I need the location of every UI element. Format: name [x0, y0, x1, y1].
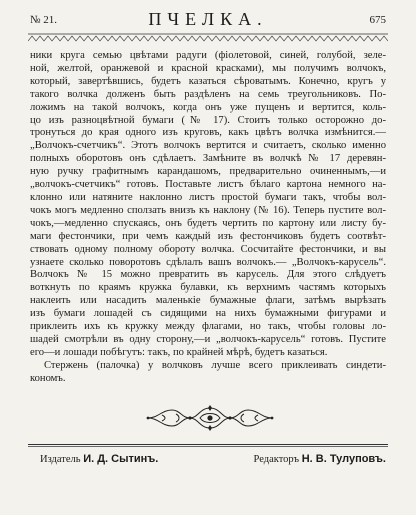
text-line: тронуться до края одного изъ круговъ, какъ цвѣтъ волчка измѣнится.— [30, 127, 386, 139]
article-text [30, 50, 386, 386]
text-line: ложимъ на такой волчокъ, когда онъ уже пущенъ и вертится, коль- [30, 101, 386, 113]
text-line: его—и лошади побѣгутъ: такъ, по крайней мѣрѣ, будетъ казаться. [30, 346, 328, 358]
floral-vignette-icon [140, 404, 280, 432]
text-line: Волчокъ № 15 можно превратить въ карусель. Для этого слѣдуетъ [30, 269, 386, 281]
text-line: кономъ. [30, 372, 66, 384]
magazine-title: ПЧЕЛКА. [148, 9, 268, 29]
zigzag-rule-icon [28, 33, 388, 43]
editor-name: Н. В. Тулуповъ. [301, 453, 386, 465]
text-line: приклеить ихъ къ кружку между флагами, но такъ, чтобы головы ло- [30, 321, 386, 333]
text-line: чокъ могъ медленно сползать внизъ къ наклону (№ 16). Теперь пустите вол- [30, 204, 386, 216]
text-line: шадей смотрѣли въ одну сторону,—и „волчокъ-карусель“ готовъ. Пустите [30, 333, 386, 345]
text-line: ную ручку графитнымъ карандашомъ, предварительно очиненнымъ,—и [30, 166, 386, 178]
text-line: такого волчка долженъ быть раздѣленъ на семь треугольниковъ. По- [30, 88, 386, 100]
editor-label: Редакторъ [253, 454, 300, 465]
text-line: Стержень (палочка) у волчковъ лучше всего приклеивать синдети- [44, 359, 386, 371]
issue-number: № 21. [30, 14, 57, 26]
page-number: 675 [369, 14, 386, 26]
text-line: ной, желтой, оранжевой и красной красками), мы получимъ волчокъ, [30, 62, 386, 74]
publisher [40, 453, 158, 465]
text-line: полныхъ оборотовъ онъ сдѣлаетъ. Замѣните въ волчкѣ № 17 деревян- [30, 153, 386, 165]
text-line: наклеить или насадить маленькіе бумажные флаги, затѣмъ вырѣзать [30, 295, 386, 307]
text-line: клонно или натяните наклонно листъ простой бумаги такъ, чтобы вол- [30, 191, 386, 203]
publisher-name: И. Д. Сытинъ. [83, 453, 159, 465]
page-footer [40, 453, 386, 469]
text-line: ствовать одному полному обороту волчка. Сосчитайте фестончики, и вы [30, 243, 386, 255]
text-line: цо изъ разноцвѣтной бумаги (№ 17). Стоитъ только осторожно до- [30, 114, 386, 126]
footer-rule-thin [28, 446, 388, 447]
text-line: чокъ,—медленно спускаясь, онъ будетъ чертить по картону или листу бу- [30, 217, 386, 229]
text-line: маги фестончики, при чемъ каждый изъ фестончиковъ будетъ соотвѣт- [30, 230, 386, 242]
editor [254, 453, 386, 465]
text-line: „волчокъ-счетчикъ“ готовъ. Поставьте листъ бѣлаго картона немного на- [30, 179, 386, 191]
text-line: воткнуть по краямъ кружка булавки, къ верхнимъ частямъ которыхъ [30, 282, 386, 294]
text-line: ники круга семью цвѣтами радуги (фіолетовой, синей, голубой, зеле- [30, 50, 386, 61]
publisher-label: Издатель [40, 454, 81, 465]
text-line: изъ бумаги лошадей съ сидящими на нихъ бумажными фигурами и [30, 308, 386, 320]
text-line: узнаете сколько поворотовъ сдѣлалъ вашъ волчокъ.— „Волчокъ-карусель“. [30, 256, 386, 268]
footer-rule [28, 444, 388, 445]
page-header [30, 8, 386, 30]
text-line: который, завертѣвшись, будетъ казаться сѣроватымъ. Конечно, кругъ у [30, 75, 386, 87]
text-line: „Волчокъ-счетчикъ“. Этотъ волчокъ вертится и считаетъ, сколько именно [30, 140, 386, 152]
